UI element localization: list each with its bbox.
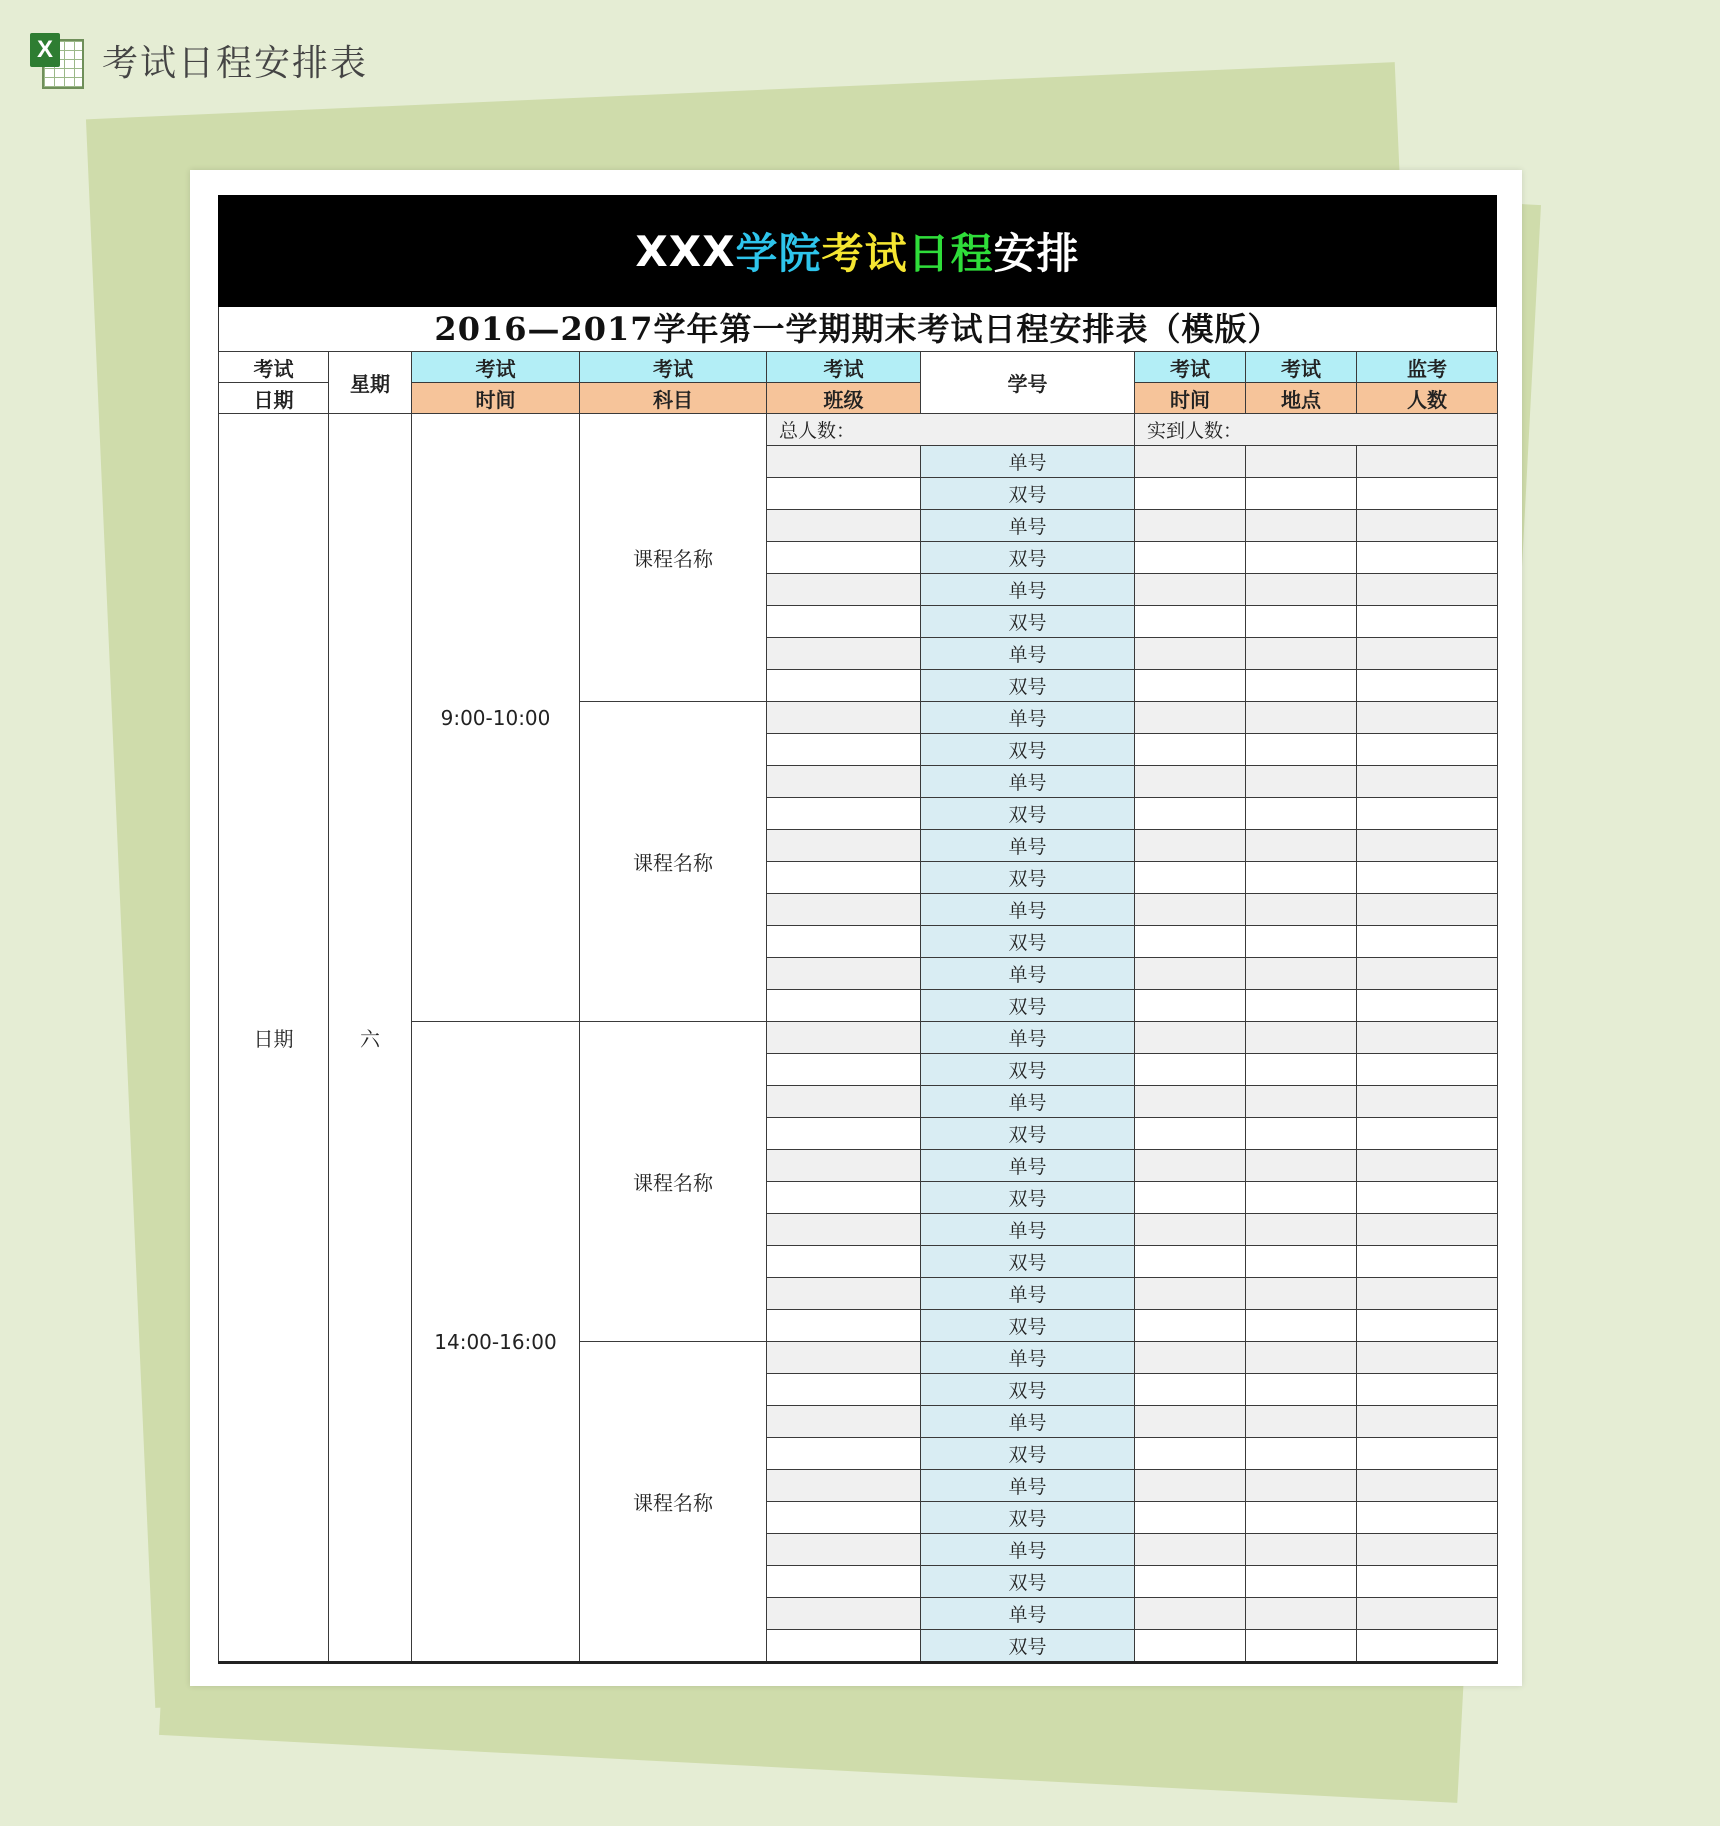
header-exam-time2-2: 时间 bbox=[1135, 383, 1246, 414]
time-cell[interactable] bbox=[1135, 1502, 1246, 1534]
banner-part: XXX bbox=[635, 226, 736, 276]
class-cell[interactable] bbox=[767, 478, 921, 510]
place-cell[interactable] bbox=[1246, 958, 1357, 990]
class-cell[interactable] bbox=[767, 862, 921, 894]
place-cell[interactable] bbox=[1246, 1374, 1357, 1406]
student-no-cell: 双号 bbox=[921, 734, 1135, 766]
class-cell[interactable] bbox=[767, 542, 921, 574]
class-cell[interactable] bbox=[767, 670, 921, 702]
proctor-cell[interactable] bbox=[1357, 798, 1498, 830]
proctor-cell[interactable] bbox=[1357, 990, 1498, 1022]
session-time-cell: 14:00-16:00 bbox=[412, 1022, 580, 1663]
student-no-cell: 单号 bbox=[921, 1150, 1135, 1182]
excel-icon bbox=[30, 33, 82, 87]
time-cell[interactable] bbox=[1135, 1374, 1246, 1406]
time-cell[interactable] bbox=[1135, 1310, 1246, 1342]
proctor-cell[interactable] bbox=[1357, 1438, 1498, 1470]
proctor-cell[interactable] bbox=[1357, 1406, 1498, 1438]
place-cell[interactable] bbox=[1246, 990, 1357, 1022]
banner-part: 学院 bbox=[735, 229, 822, 278]
place-cell[interactable] bbox=[1246, 1502, 1357, 1534]
student-no-cell: 单号 bbox=[921, 1598, 1135, 1630]
schedule-subtitle: 2016—2017学年第一学期期末考试日程安排表（模版） bbox=[218, 307, 1497, 351]
time-cell[interactable] bbox=[1135, 1342, 1246, 1374]
place-cell[interactable] bbox=[1246, 926, 1357, 958]
place-cell[interactable] bbox=[1246, 1022, 1357, 1054]
place-cell[interactable] bbox=[1246, 702, 1357, 734]
time-cell[interactable] bbox=[1135, 1214, 1246, 1246]
time-cell[interactable] bbox=[1135, 1086, 1246, 1118]
time-cell[interactable] bbox=[1135, 606, 1246, 638]
proctor-cell[interactable] bbox=[1357, 1278, 1498, 1310]
time-cell[interactable] bbox=[1135, 1150, 1246, 1182]
class-cell[interactable] bbox=[767, 894, 921, 926]
proctor-cell[interactable] bbox=[1357, 1022, 1498, 1054]
header-exam-time-1: 考试 bbox=[412, 352, 580, 383]
paper-sheet bbox=[190, 170, 1522, 1686]
header-exam-subject-2: 科目 bbox=[580, 383, 767, 414]
proctor-cell[interactable] bbox=[1357, 1598, 1498, 1630]
proctor-cell[interactable] bbox=[1357, 958, 1498, 990]
place-cell[interactable] bbox=[1246, 1246, 1357, 1278]
proctor-cell[interactable] bbox=[1357, 862, 1498, 894]
banner-title bbox=[218, 195, 1497, 307]
time-cell[interactable] bbox=[1135, 1406, 1246, 1438]
header-exam-class-1: 考试 bbox=[767, 352, 921, 383]
class-cell[interactable] bbox=[767, 702, 921, 734]
place-cell[interactable] bbox=[1246, 1214, 1357, 1246]
place-cell[interactable] bbox=[1246, 638, 1357, 670]
time-cell[interactable] bbox=[1135, 862, 1246, 894]
place-cell[interactable] bbox=[1246, 1470, 1357, 1502]
time-cell[interactable] bbox=[1135, 1182, 1246, 1214]
header-exam-class-2: 班级 bbox=[767, 383, 921, 414]
class-cell[interactable] bbox=[767, 926, 921, 958]
proctor-cell[interactable] bbox=[1357, 1470, 1498, 1502]
proctor-cell[interactable] bbox=[1357, 1246, 1498, 1278]
banner-part: 日程 bbox=[907, 229, 994, 278]
time-cell[interactable] bbox=[1135, 446, 1246, 478]
student-no-cell: 双号 bbox=[921, 1310, 1135, 1342]
time-cell[interactable] bbox=[1135, 638, 1246, 670]
place-cell[interactable] bbox=[1246, 1534, 1357, 1566]
student-no-cell: 单号 bbox=[921, 1022, 1135, 1054]
subject-cell: 课程名称 bbox=[580, 1022, 767, 1342]
student-no-cell: 双号 bbox=[921, 606, 1135, 638]
proctor-cell[interactable] bbox=[1357, 542, 1498, 574]
student-no-cell: 双号 bbox=[921, 670, 1135, 702]
class-cell[interactable] bbox=[767, 1310, 921, 1342]
place-cell[interactable] bbox=[1246, 1118, 1357, 1150]
proctor-cell[interactable] bbox=[1357, 478, 1498, 510]
class-cell[interactable] bbox=[767, 1406, 921, 1438]
place-cell[interactable] bbox=[1246, 1406, 1357, 1438]
student-no-cell: 双号 bbox=[921, 1118, 1135, 1150]
student-no-cell: 单号 bbox=[921, 446, 1135, 478]
class-cell[interactable] bbox=[767, 446, 921, 478]
class-cell[interactable] bbox=[767, 1502, 921, 1534]
subject-cell: 课程名称 bbox=[580, 1342, 767, 1663]
proctor-cell[interactable] bbox=[1357, 1502, 1498, 1534]
proctor-cell[interactable] bbox=[1357, 734, 1498, 766]
student-no-cell: 单号 bbox=[921, 1214, 1135, 1246]
place-cell[interactable] bbox=[1246, 670, 1357, 702]
time-cell[interactable] bbox=[1135, 958, 1246, 990]
place-cell[interactable] bbox=[1246, 766, 1357, 798]
place-cell[interactable] bbox=[1246, 446, 1357, 478]
banner-part: 考试 bbox=[821, 229, 908, 278]
place-cell[interactable] bbox=[1246, 574, 1357, 606]
class-cell[interactable] bbox=[767, 1054, 921, 1086]
student-no-cell: 双号 bbox=[921, 1374, 1135, 1406]
proctor-cell[interactable] bbox=[1357, 670, 1498, 702]
student-no-cell: 双号 bbox=[921, 478, 1135, 510]
place-cell[interactable] bbox=[1246, 1182, 1357, 1214]
place-cell[interactable] bbox=[1246, 1566, 1357, 1598]
class-cell[interactable] bbox=[767, 1182, 921, 1214]
class-cell[interactable] bbox=[767, 1374, 921, 1406]
place-cell[interactable] bbox=[1246, 894, 1357, 926]
student-no-cell: 双号 bbox=[921, 1630, 1135, 1663]
time-cell[interactable] bbox=[1135, 1438, 1246, 1470]
app-title: 考试日程安排表 bbox=[102, 42, 369, 84]
place-cell[interactable] bbox=[1246, 734, 1357, 766]
student-no-cell: 单号 bbox=[921, 958, 1135, 990]
proctor-cell[interactable] bbox=[1357, 1182, 1498, 1214]
class-cell[interactable] bbox=[767, 766, 921, 798]
header-weekday: 星期 bbox=[329, 352, 412, 414]
student-no-cell: 单号 bbox=[921, 1534, 1135, 1566]
place-cell[interactable] bbox=[1246, 1310, 1357, 1342]
class-cell[interactable] bbox=[767, 1086, 921, 1118]
class-cell[interactable] bbox=[767, 1150, 921, 1182]
excel-badge: X bbox=[30, 33, 60, 67]
student-no-cell: 单号 bbox=[921, 1086, 1135, 1118]
place-cell[interactable] bbox=[1246, 1598, 1357, 1630]
header-proctor-1: 监考 bbox=[1357, 352, 1498, 383]
time-cell[interactable] bbox=[1135, 926, 1246, 958]
actual-count-label: 实到人数： bbox=[1135, 414, 1498, 446]
student-no-cell: 双号 bbox=[921, 1246, 1135, 1278]
student-no-cell: 单号 bbox=[921, 702, 1135, 734]
place-cell[interactable] bbox=[1246, 1150, 1357, 1182]
proctor-cell[interactable] bbox=[1357, 510, 1498, 542]
place-cell[interactable] bbox=[1246, 542, 1357, 574]
class-cell[interactable] bbox=[767, 1022, 921, 1054]
time-cell[interactable] bbox=[1135, 1246, 1246, 1278]
total-count-label: 总人数： bbox=[767, 414, 1135, 446]
proctor-cell[interactable] bbox=[1357, 1342, 1498, 1374]
class-cell[interactable] bbox=[767, 1278, 921, 1310]
student-no-cell: 双号 bbox=[921, 926, 1135, 958]
student-no-cell: 双号 bbox=[921, 798, 1135, 830]
schedule-sheet bbox=[218, 195, 1497, 1664]
student-no-cell: 单号 bbox=[921, 894, 1135, 926]
student-no-cell: 双号 bbox=[921, 1502, 1135, 1534]
time-cell[interactable] bbox=[1135, 1278, 1246, 1310]
class-cell[interactable] bbox=[767, 958, 921, 990]
proctor-cell[interactable] bbox=[1357, 702, 1498, 734]
proctor-cell[interactable] bbox=[1357, 606, 1498, 638]
proctor-cell[interactable] bbox=[1357, 446, 1498, 478]
header-exam-place-2: 地点 bbox=[1246, 383, 1357, 414]
header-exam-time2-1: 考试 bbox=[1135, 352, 1246, 383]
place-cell[interactable] bbox=[1246, 862, 1357, 894]
time-cell[interactable] bbox=[1135, 1054, 1246, 1086]
student-no-cell: 双号 bbox=[921, 1182, 1135, 1214]
time-cell[interactable] bbox=[1135, 510, 1246, 542]
time-cell[interactable] bbox=[1135, 1630, 1246, 1663]
place-cell[interactable] bbox=[1246, 606, 1357, 638]
proctor-cell[interactable] bbox=[1357, 1086, 1498, 1118]
class-cell[interactable] bbox=[767, 1598, 921, 1630]
class-cell[interactable] bbox=[767, 574, 921, 606]
student-no-cell: 单号 bbox=[921, 638, 1135, 670]
proctor-cell[interactable] bbox=[1357, 1214, 1498, 1246]
place-cell[interactable] bbox=[1246, 798, 1357, 830]
weekday-cell: 六 bbox=[329, 414, 412, 1663]
place-cell[interactable] bbox=[1246, 1342, 1357, 1374]
student-no-cell: 单号 bbox=[921, 1278, 1135, 1310]
class-cell[interactable] bbox=[767, 1470, 921, 1502]
proctor-cell[interactable] bbox=[1357, 1310, 1498, 1342]
place-cell[interactable] bbox=[1246, 1630, 1357, 1663]
class-cell[interactable] bbox=[767, 606, 921, 638]
proctor-cell[interactable] bbox=[1357, 766, 1498, 798]
class-cell[interactable] bbox=[767, 734, 921, 766]
time-cell[interactable] bbox=[1135, 702, 1246, 734]
header-exam-time-2: 时间 bbox=[412, 383, 580, 414]
time-cell[interactable] bbox=[1135, 670, 1246, 702]
class-cell[interactable] bbox=[767, 990, 921, 1022]
subject-cell: 课程名称 bbox=[580, 702, 767, 1022]
class-cell[interactable] bbox=[767, 638, 921, 670]
proctor-cell[interactable] bbox=[1357, 638, 1498, 670]
proctor-cell[interactable] bbox=[1357, 926, 1498, 958]
student-no-cell: 双号 bbox=[921, 1054, 1135, 1086]
class-cell[interactable] bbox=[767, 1566, 921, 1598]
app-header bbox=[30, 30, 368, 90]
time-cell[interactable] bbox=[1135, 798, 1246, 830]
student-no-cell: 单号 bbox=[921, 766, 1135, 798]
time-cell[interactable] bbox=[1135, 478, 1246, 510]
header-exam-date-1: 考试 bbox=[219, 352, 329, 383]
class-cell[interactable] bbox=[767, 1246, 921, 1278]
proctor-cell[interactable] bbox=[1357, 1534, 1498, 1566]
place-cell[interactable] bbox=[1246, 1086, 1357, 1118]
header-proctor-2: 人数 bbox=[1357, 383, 1498, 414]
student-no-cell: 单号 bbox=[921, 574, 1135, 606]
proctor-cell[interactable] bbox=[1357, 1374, 1498, 1406]
class-cell[interactable] bbox=[767, 1534, 921, 1566]
class-cell[interactable] bbox=[767, 510, 921, 542]
time-cell[interactable] bbox=[1135, 1598, 1246, 1630]
place-cell[interactable] bbox=[1246, 478, 1357, 510]
student-no-cell: 双号 bbox=[921, 1566, 1135, 1598]
time-cell[interactable] bbox=[1135, 894, 1246, 926]
class-cell[interactable] bbox=[767, 1342, 921, 1374]
proctor-cell[interactable] bbox=[1357, 894, 1498, 926]
time-cell[interactable] bbox=[1135, 1470, 1246, 1502]
time-cell[interactable] bbox=[1135, 766, 1246, 798]
student-no-cell: 双号 bbox=[921, 862, 1135, 894]
proctor-cell[interactable] bbox=[1357, 1150, 1498, 1182]
time-cell[interactable] bbox=[1135, 1534, 1246, 1566]
place-cell[interactable] bbox=[1246, 1054, 1357, 1086]
time-cell[interactable] bbox=[1135, 542, 1246, 574]
class-cell[interactable] bbox=[767, 1438, 921, 1470]
student-no-cell: 双号 bbox=[921, 1438, 1135, 1470]
proctor-cell[interactable] bbox=[1357, 574, 1498, 606]
header-exam-date-2: 日期 bbox=[219, 383, 329, 414]
subject-cell: 课程名称 bbox=[580, 414, 767, 702]
place-cell[interactable] bbox=[1246, 1438, 1357, 1470]
student-no-cell: 单号 bbox=[921, 830, 1135, 862]
schedule-table bbox=[218, 351, 1498, 1664]
place-cell[interactable] bbox=[1246, 510, 1357, 542]
proctor-cell[interactable] bbox=[1357, 1054, 1498, 1086]
time-cell[interactable] bbox=[1135, 574, 1246, 606]
time-cell[interactable] bbox=[1135, 734, 1246, 766]
time-cell[interactable] bbox=[1135, 1118, 1246, 1150]
student-no-cell: 单号 bbox=[921, 510, 1135, 542]
proctor-cell[interactable] bbox=[1357, 1630, 1498, 1663]
class-cell[interactable] bbox=[767, 798, 921, 830]
class-cell[interactable] bbox=[767, 1630, 921, 1663]
time-cell[interactable] bbox=[1135, 1566, 1246, 1598]
proctor-cell[interactable] bbox=[1357, 1566, 1498, 1598]
banner-part: 安排 bbox=[993, 229, 1080, 278]
class-cell[interactable] bbox=[767, 1214, 921, 1246]
student-no-cell: 单号 bbox=[921, 1470, 1135, 1502]
session-time-cell: 9:00-10:00 bbox=[412, 414, 580, 1022]
place-cell[interactable] bbox=[1246, 1278, 1357, 1310]
place-cell[interactable] bbox=[1246, 830, 1357, 862]
time-cell[interactable] bbox=[1135, 830, 1246, 862]
proctor-cell[interactable] bbox=[1357, 1118, 1498, 1150]
header-exam-subject-1: 考试 bbox=[580, 352, 767, 383]
student-no-cell: 双号 bbox=[921, 990, 1135, 1022]
student-no-cell: 单号 bbox=[921, 1406, 1135, 1438]
proctor-cell[interactable] bbox=[1357, 830, 1498, 862]
time-cell[interactable] bbox=[1135, 1022, 1246, 1054]
student-no-cell: 单号 bbox=[921, 1342, 1135, 1374]
class-cell[interactable] bbox=[767, 830, 921, 862]
student-no-cell: 双号 bbox=[921, 542, 1135, 574]
exam-date-cell: 日期 bbox=[219, 414, 329, 1663]
header-exam-place-1: 考试 bbox=[1246, 352, 1357, 383]
class-cell[interactable] bbox=[767, 1118, 921, 1150]
time-cell[interactable] bbox=[1135, 990, 1246, 1022]
header-student-no: 学号 bbox=[921, 352, 1135, 414]
